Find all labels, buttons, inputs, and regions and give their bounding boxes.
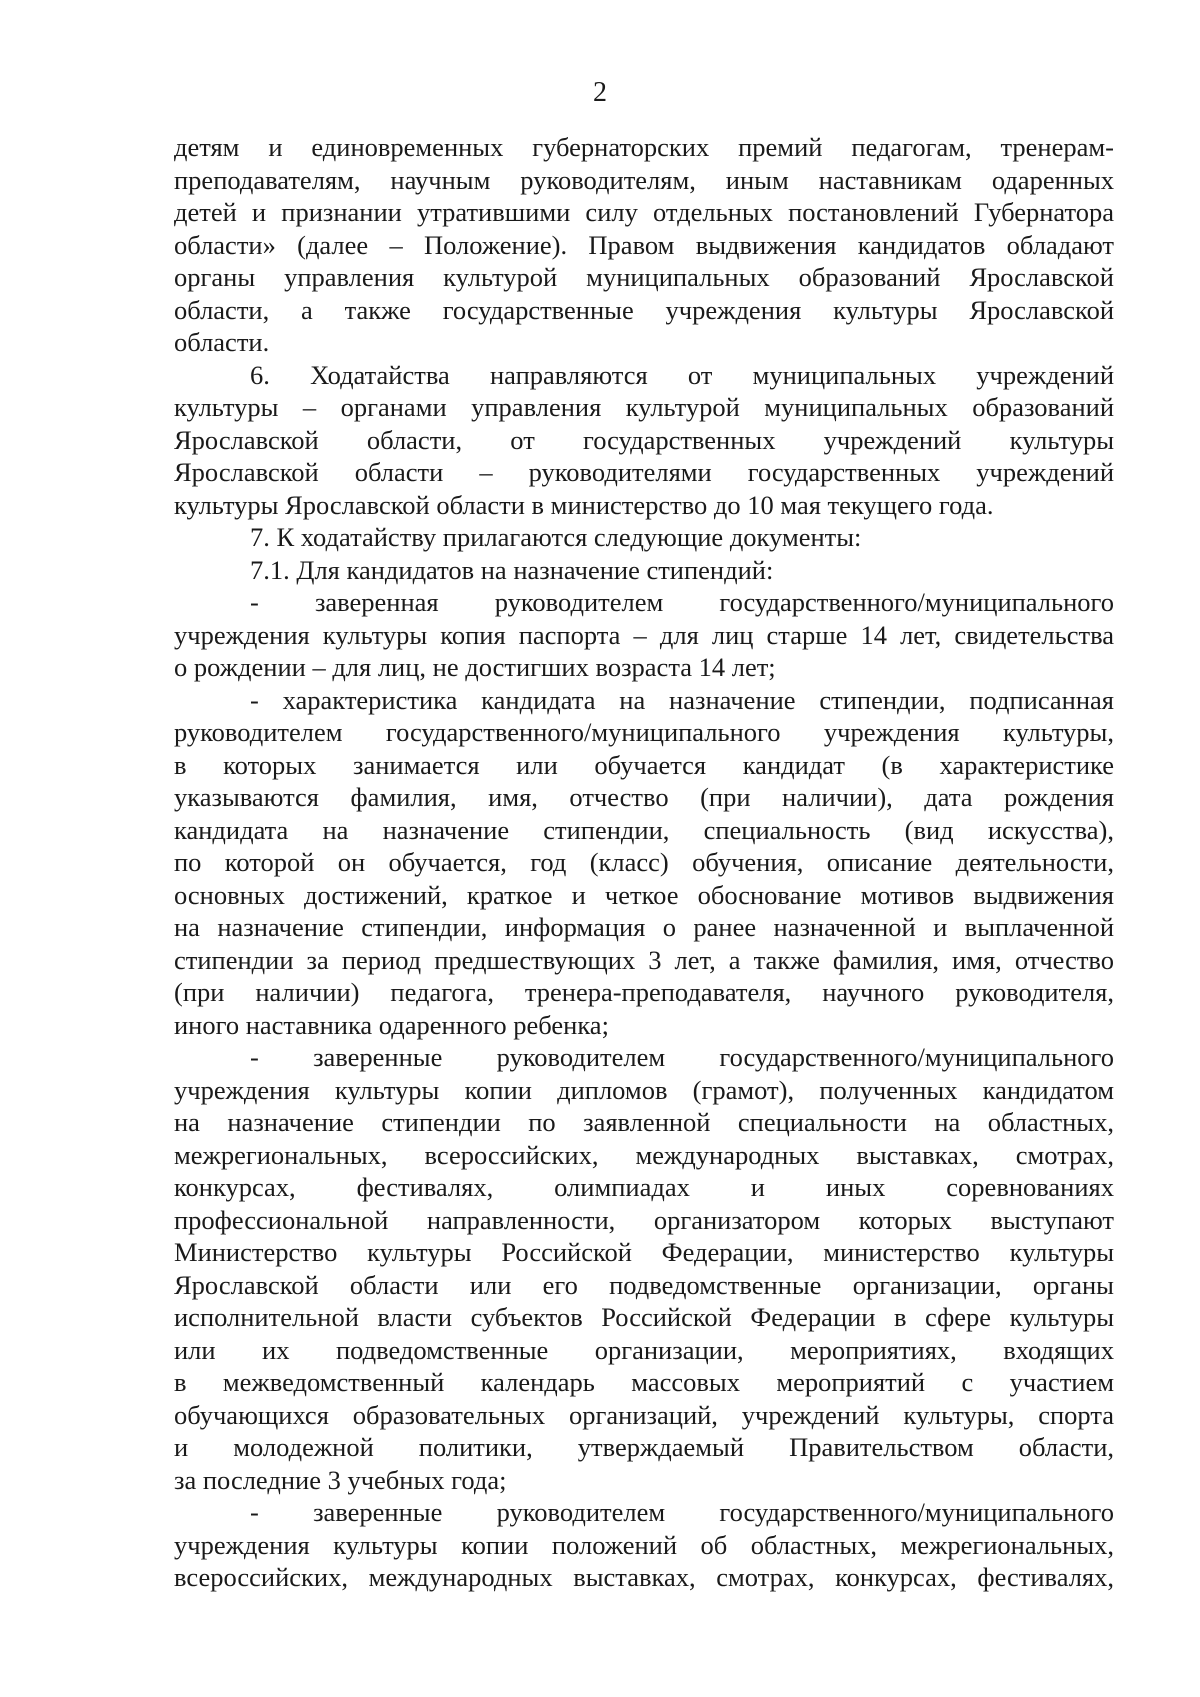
text-line: Ярославской области или его подведомственные организации, органы [174,1269,1114,1300]
text-line: на назначение стипендии по заявленной специальности на областных, [174,1107,1114,1137]
text-line: всероссийских, международных выставках, смотрах, конкурсах, фестивалях, [174,1562,1114,1592]
text-line: профессиональной направленности, организатором которых выступают [174,1204,1114,1235]
text-line: Министерство культуры Российской Федерации, министерство культуры [174,1237,1114,1267]
text-line: 7. К ходатайству прилагаются следующие документы: [250,522,862,552]
text-line: о рождении – для лиц, не достигших возраста 14 лет; [174,652,776,682]
text-line: преподавателям, научным руководителям, иным наставникам одаренных [174,164,1114,195]
text-line: основных достижений, краткое и четкое обоснование мотивов выдвижения [174,879,1114,910]
text-line: области» (далее – Положение). Правом выдвижения кандидатов обладают [174,229,1114,260]
text-line: иного наставника одаренного ребенка; [174,1009,609,1040]
text-line: культуры Ярославской области в министерство до 10 мая текущего года. [174,489,994,520]
text-line: - заверенные руководителем государственного/муниципального [250,1497,1114,1527]
text-line: области. [174,327,270,357]
text-line: детей и признании утратившими силу отдельных постановлений Губернатора [174,197,1114,227]
text-line: обучающихся образовательных организаций, учреждений культуры, спорта [174,1399,1114,1430]
text-line: и молодежной политики, утверждаемый Правительством области, [174,1432,1114,1462]
document-body [174,131,1114,1594]
text-line: руководителем государственного/муниципального учреждения культуры, [174,717,1114,747]
text-line: конкурсах, фестивалях, олимпиадах и иных соревнованиях [174,1172,1114,1202]
text-line: области, а также государственные учреждения культуры Ярославской [174,294,1114,325]
text-line: 6. Ходатайства направляются от муниципальных учреждений [250,359,1114,390]
text-line: Ярославской области, от государственных учреждений культуры [174,424,1114,455]
text-line: на назначение стипендии, информация о ранее назначенной и выплаченной [174,912,1114,942]
page-number: 2 [593,77,607,108]
text-line: за последние 3 учебных года; [174,1464,507,1495]
text-line: детям и единовременных губернаторских премий педагогам, тренерам- [174,132,1114,162]
text-line: культуры – органами управления культурой муниципальных образований [174,392,1114,422]
text-line: исполнительной власти субъектов Российской Федерации в сфере культуры [174,1302,1114,1332]
text-line: - заверенные руководителем государственного/муниципального [250,1042,1114,1072]
text-line: указываются фамилия, имя, отчество (при наличии), дата рождения [174,782,1114,812]
text-line: органы управления культурой муниципальных образований Ярославской [174,262,1114,292]
text-line: или их подведомственные организации, мероприятиях, входящих [174,1334,1114,1365]
text-line: - характеристика кандидата на назначение стипендии, подписанная [250,684,1114,715]
text-line: - заверенная руководителем государственного/муниципального [250,587,1114,617]
text-line: учреждения культуры копия паспорта – для лиц старше 14 лет, свидетельства [174,619,1114,650]
text-line: 7.1. Для кандидатов на назначение стипендий: [250,554,774,585]
text-line: кандидата на назначение стипендии, специальность (вид искусства), [174,814,1114,845]
text-line: в которых занимается или обучается кандидат (в характеристике [174,749,1114,780]
text-line: в межведомственный календарь массовых мероприятий с участием [174,1367,1114,1397]
text-line: Ярославской области – руководителями государственных учреждений [174,457,1114,487]
text-line: (при наличии) педагога, тренера-преподавателя, научного руководителя, [174,977,1114,1007]
text-line: межрегиональных, всероссийских, международных выставках, смотрах, [174,1139,1114,1170]
text-line: стипендии за период предшествующих 3 лет, а также фамилия, имя, отчество [174,944,1114,975]
text-line: по которой он обучается, год (класс) обучения, описание деятельности, [174,847,1114,877]
text-line: учреждения культуры копии дипломов (грамот), полученных кандидатом [174,1074,1114,1105]
text-line: учреждения культуры копии положений об областных, межрегиональных, [174,1529,1114,1560]
